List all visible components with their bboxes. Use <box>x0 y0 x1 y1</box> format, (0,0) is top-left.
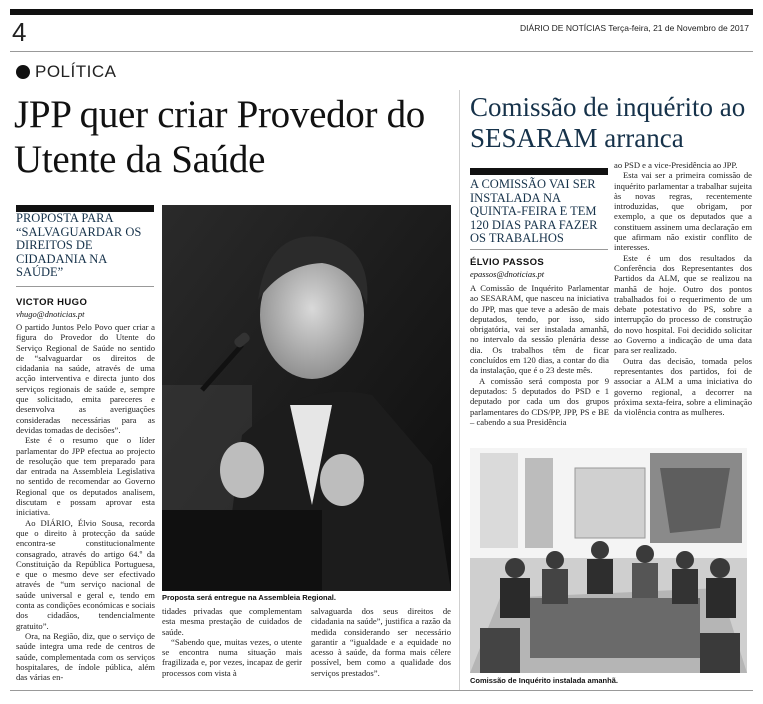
article1-col2 <box>162 606 302 678</box>
photo2-caption: Comissão de Inquérito instalada amanhã. <box>470 676 618 685</box>
kicker-bar <box>470 168 608 175</box>
photo1-caption: Proposta será entregue na Assembleia Regional. <box>162 593 336 602</box>
paragraph: salvaguarda dos seus direitos de cidadania na saúde”, justifica a razão da medida considerando ser necessário garantir a “igualdade e a equidade no acesso à saúde, da forma mais célere possível, bem como a qualidade dos serviços prestados”. <box>311 606 451 678</box>
column-divider <box>459 90 460 690</box>
byline-rule <box>470 249 608 250</box>
author-email: epassos@dnoticias.pt <box>470 269 545 279</box>
photo-committee <box>470 448 747 673</box>
section-label <box>16 62 116 82</box>
paragraph: ao PSD e a vice-Presidência ao JPP. <box>614 160 738 170</box>
author-name: VICTOR HUGO <box>16 297 88 308</box>
article1-col3 <box>311 606 451 678</box>
author-email: vhugo@dnoticias.pt <box>16 309 85 319</box>
paragraph: Este é o resumo que o líder parlamentar do JPP efectua ao projecto de resolução que tem preparado para dar entrada na Assembleia Legislativa no sentido de recomendar ao Governo Regional que os deputados analisem, discutam e possam aprovar esta iniciativa. <box>16 435 155 518</box>
author-name: ÉLVIO PASSOS <box>470 257 545 268</box>
paragraph: A comissão será composta por 9 deputados: 5 deputados do PSD e 1 deputado por cada um dos grupos parlamentares do CDS/PP, JPP, PS e BE – cabendo a sua Presidência <box>470 375 609 427</box>
headline-main: JPP quer criar Provedor do Utente da Saúde <box>14 93 426 181</box>
section-title: POLÍTICA <box>35 62 117 81</box>
kicker-secondary: A COMISSÃO VAI SER INSTALADA NA QUINTA-FEIRA E TEM 120 DIAS PARA FAZER OS TRABALHOS <box>470 177 598 245</box>
paragraph: Ao DIÁRIO, Élvio Sousa, recorda que o direito à protecção da saúde encontra-se constitucionalmente consagrado, através do artigo 64.º da Constituição da República Portuguesa, e que o mesmo deve ser efectivado através de “um serviço nacional de saúde universal e geral e, tendo em conta as condições económicas e sociais dos cidadãos, tendencialmente gratuito”. <box>16 517 155 631</box>
paragraph: Outra das decisão, tomada pelos representantes dos partidos, foi de associar a ALM a uma iniciativa do governo regional, a decorrer na próxima sexta-feira, sobre a eliminação da violência contra as mulheres. <box>614 355 752 418</box>
paragraph: Esta vai ser a primeira comissão de inquérito parlamentar a trabalhar sujeita às novas regras, recentemente introduzidas, que obrigam, por exemplo, a que os deputados que a constituem assinem uma declaração em que afirmam não existir conflito de interesses. <box>614 170 752 253</box>
article2-col2 <box>614 160 752 417</box>
bottom-rule <box>10 690 753 691</box>
article2-col1 <box>470 283 609 427</box>
paragraph: O partido Juntos Pelo Povo quer criar a figura do Provedor do Utente do Serviço Regional de Saúde no sentido de “salvaguardar os direitos de cidadania na saúde, através de uma acção interventiva e directa junto dos serviços regionais de saúde e, sempre que solicitado, emita pareceres e desenvolva as averiguações consideradas necessárias para as devidas tomadas de decisões”. <box>16 322 155 435</box>
top-rule <box>10 9 753 15</box>
headline-secondary: Comissão de inquérito ao SESARAM arranca <box>470 92 746 153</box>
paragraph: Este é um dos resultados da Conferência dos Representantes dos Partidos da ALM, que se realizou na manhã de hoje. Outro dos pontos trabalhados foi o requerimento de um debate potestativo do PS, sobre a interrupção do processo de construção do novo hospital. Foi decidido solicitar ao Governo a indicação de uma data para ser realizado. <box>614 252 752 356</box>
article1-col1 <box>16 322 155 682</box>
paragraph: tidades privadas que complementam esta mesma prestação de cuidados de saúde. <box>162 606 302 637</box>
kicker-block-2 <box>470 168 608 175</box>
byline-rule <box>16 286 154 287</box>
photo-speaker <box>162 205 451 591</box>
speaker-photo-graphic <box>162 205 451 591</box>
paragraph: Ora, na Região, diz, que o serviço de saúde integra uma rede de centros de saúde, complementada com os serviços hospitalares, de índole pública, além das várias en- <box>16 630 155 683</box>
page-number: 4 <box>12 17 27 47</box>
kicker-main: PROPOSTA PARA “SALVAGUARDAR OS DIREITOS DE CIDADANIA NA SAÚDE” <box>16 211 142 279</box>
masthead: DIÁRIO DE NOTÍCIAS Terça-feira, 21 de Novembro de 2017 <box>520 23 749 33</box>
section-bullet-icon <box>16 65 30 79</box>
paragraph: “Sabendo que, muitas vezes, o utente se encontra numa situação mais fragilizada e, por vezes, incapaz de gerir processos com vista à <box>162 636 302 678</box>
paragraph: A Comissão de Inquérito Parlamentar ao SESARAM, que nasceu na iniciativa do JPP, mas que teve a adesão de mais deputados, tendo, por isso, sido obrigatória, vai ser instalada amanhã, no intervalo da sessão plenária desse dia. Os trabalhos têm de ficar concluídos em 120 dias, a contar do dia da instalação, que é o 23 deste mês. <box>470 283 609 376</box>
committee-photo-graphic <box>470 448 747 673</box>
header-divider <box>10 51 753 52</box>
